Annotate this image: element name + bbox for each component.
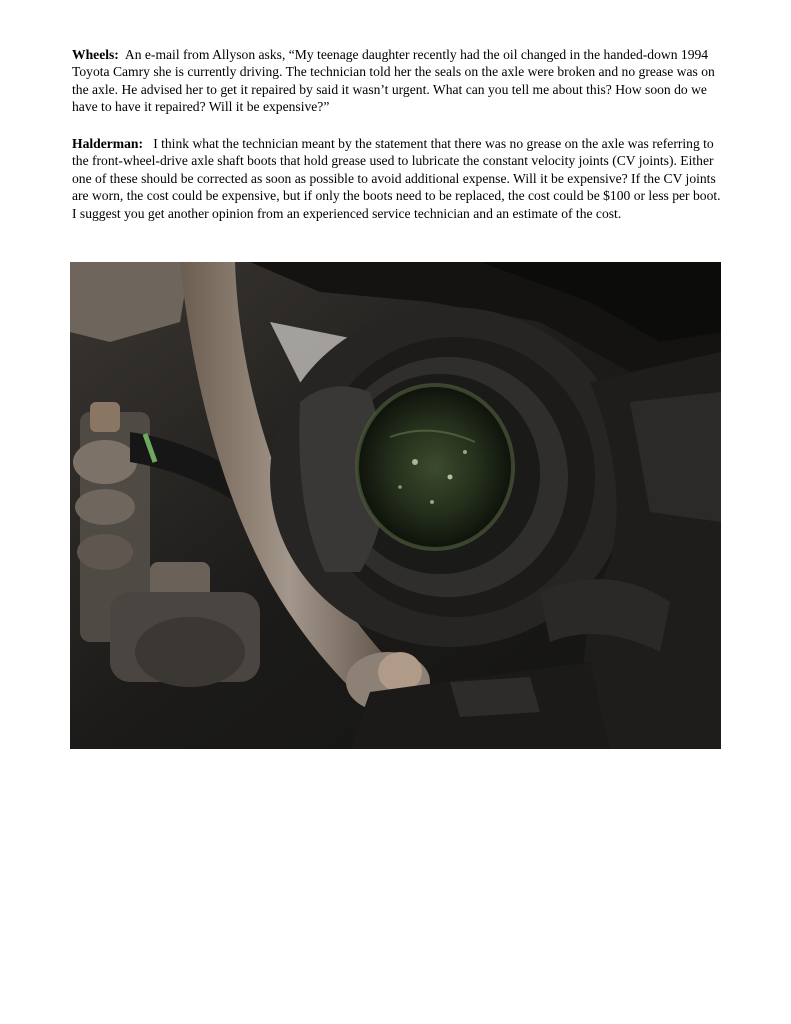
answer-text: I think what the technician meant by the statement that there was no grease on the axle was referring to the front-wheel-drive axle shaft boots that hold grease used to lubricate the constant velocity joints (CV joints). Either one of these should be corrected as soon as possible to avoid additional expense. Will it be expensive? If the CV joints are worn, the cost could be expensive, but if only the boots need to be replaced, the cost could be $100 or less per boot. I suggest you get another opinion from an experienced service technician and an estimate of the cost. [72,136,721,221]
answer-speaker: Halderman: [72,136,143,151]
cv-boot-photo-drawing [70,262,721,749]
question-speaker: Wheels: [72,47,119,62]
answer-paragraph [72,135,724,222]
cv-boot-photo [70,262,721,749]
question-text: An e-mail from Allyson asks, “My teenage daughter recently had the oil changed in the handed-down 1994 Toyota Camry she is currently driving. The technician told her the seals on the axle were broken and no grease was on the axle. He advised her to get it repaired by said it wasn’t urgent. What can you tell me about this? How soon do we have to have it repaired? Will it be expensive?” [72,47,715,115]
question-paragraph [72,46,724,116]
